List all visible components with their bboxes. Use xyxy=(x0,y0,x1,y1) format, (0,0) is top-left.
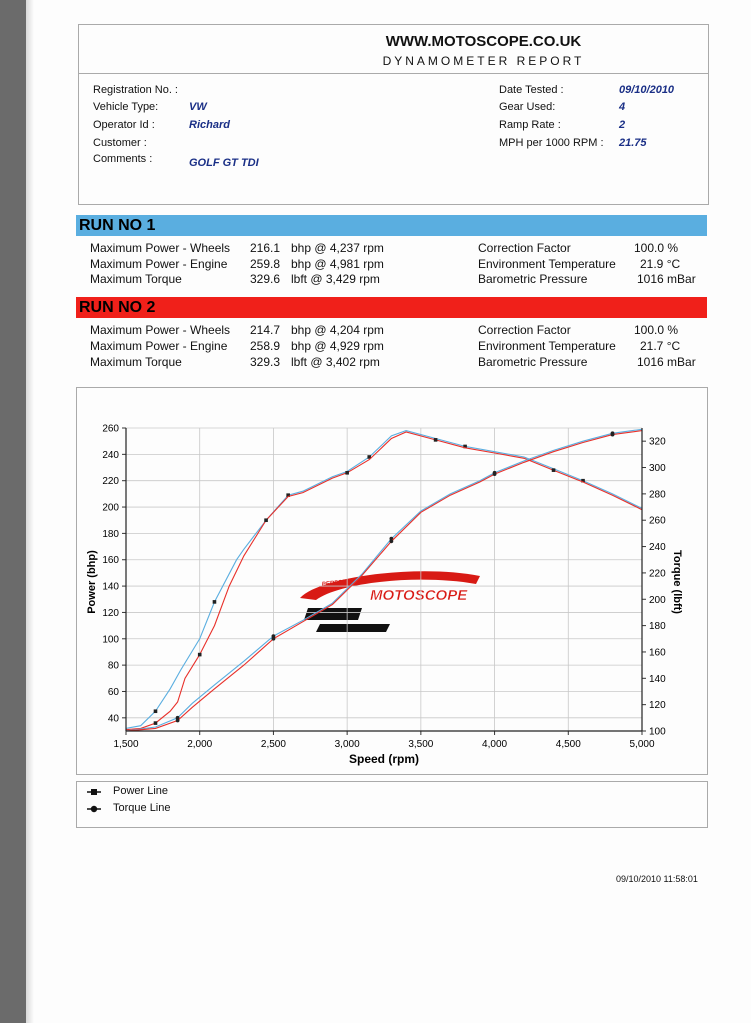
power-marker xyxy=(552,468,556,472)
y-tick-label: 100 xyxy=(102,634,119,646)
run-1-row-3-label: Maximum Torque xyxy=(90,272,182,286)
run-2-row-2-env-label: Environment Temperature xyxy=(478,339,616,353)
x-tick-label: 3,500 xyxy=(408,739,434,750)
run-2-row-3-env-label: Barometric Pressure xyxy=(478,355,588,369)
torque-marker xyxy=(611,433,615,437)
power-marker xyxy=(345,471,349,475)
run-2-row-2-value: 258.9 xyxy=(250,339,281,353)
x-tick-label: 4,000 xyxy=(482,739,508,750)
operator-label: Operator Id : xyxy=(93,119,155,131)
y2-tick-label: 280 xyxy=(649,489,666,501)
comments-label: Comments : xyxy=(93,153,153,165)
y-tick-label: 200 xyxy=(102,502,119,514)
x-tick-label: 2,000 xyxy=(187,739,213,750)
report-title: DYNAMOMETER REPORT xyxy=(382,54,585,68)
run-1-row-1-label: Maximum Power - Wheels xyxy=(90,241,231,255)
power-marker xyxy=(198,653,202,657)
run-2-row-1-label: Maximum Power - Wheels xyxy=(90,323,231,337)
run-2-row-2-env-value: 21.7 °C xyxy=(640,339,681,353)
run-1-row-2-env-label: Environment Temperature xyxy=(478,257,616,271)
run-2-row-1-env-label: Correction Factor xyxy=(478,323,571,337)
x-tick-label: 3,000 xyxy=(334,739,360,750)
y2-tick-label: 120 xyxy=(649,700,666,712)
y2-tick-label: 220 xyxy=(649,568,666,580)
print-timestamp: 09/10/2010 11:58:01 xyxy=(616,874,698,884)
run-1-row-3-unit: lbft @ 3,429 rpm xyxy=(291,272,380,286)
y2-tick-label: 300 xyxy=(649,463,666,475)
power-marker xyxy=(264,518,268,522)
run-1-row-1-env-label: Correction Factor xyxy=(478,241,571,255)
power-marker xyxy=(154,709,158,713)
run-2-row-1-env-value: 100.0 % xyxy=(634,323,679,337)
run-2-row-2-unit: bhp @ 4,929 rpm xyxy=(291,339,384,353)
run-1-row-2-unit: bhp @ 4,981 rpm xyxy=(291,257,384,271)
operator-value: Richard xyxy=(189,119,230,131)
power-marker xyxy=(154,721,158,725)
gear-used-label: Gear Used: xyxy=(499,101,556,113)
mph-per-1000-value: 21.75 xyxy=(619,137,647,149)
power-line-marker xyxy=(87,787,101,797)
y-tick-label: 40 xyxy=(107,713,119,725)
run-1-header: RUN NO 1 xyxy=(76,215,707,236)
y2-tick-label: 320 xyxy=(649,436,666,448)
x-tick-label: 2,500 xyxy=(260,739,286,750)
website-title: WWW.MOTOSCOPE.CO.UK xyxy=(385,33,582,50)
run-2-row-3-env-value: 1016 mBar xyxy=(637,355,696,369)
y-tick-label: 80 xyxy=(107,660,119,672)
torque-marker xyxy=(389,539,393,543)
legend-torque-label: Torque Line xyxy=(113,802,171,814)
run-2-row-3-unit: lbft @ 3,402 rpm xyxy=(291,355,380,369)
y2-tick-label: 140 xyxy=(649,673,666,685)
run-2-row-1-unit: bhp @ 4,204 rpm xyxy=(291,323,384,337)
x-tick-label: 4,500 xyxy=(555,739,581,750)
torque-marker xyxy=(272,637,276,641)
run-1-row-1-env-value: 100.0 % xyxy=(634,241,679,255)
ramp-rate-value: 2 xyxy=(619,119,626,131)
y-axis-label: Power (bhp) xyxy=(86,550,98,614)
torque-marker xyxy=(493,472,497,476)
date-tested-value: 09/10/2010 xyxy=(619,84,675,96)
x-axis-label: Speed (rpm) xyxy=(348,752,420,766)
power-marker xyxy=(213,600,217,604)
vehicle-type-label: Vehicle Type: xyxy=(93,101,159,113)
run-2-row-1-value: 214.7 xyxy=(250,323,281,337)
x-tick-label: 1,500 xyxy=(113,739,139,750)
run-2-header: RUN NO 2 xyxy=(76,297,707,318)
y-tick-label: 60 xyxy=(107,686,119,698)
y2-tick-label: 180 xyxy=(649,621,666,633)
mph-per-1000-label: MPH per 1000 RPM : xyxy=(499,137,604,149)
x-tick-label: 5,000 xyxy=(629,739,655,750)
y2-tick-label: 100 xyxy=(649,726,666,738)
run-1-row-1-value: 216.1 xyxy=(250,241,281,255)
y2-tick-label: 260 xyxy=(649,515,666,527)
y2-axis-label: Torque (lbft) xyxy=(671,550,683,614)
y-tick-label: 240 xyxy=(102,449,119,461)
gear-used-value: 4 xyxy=(619,101,626,113)
run-1-row-1-unit: bhp @ 4,237 rpm xyxy=(291,241,384,255)
chart-logo xyxy=(300,571,480,632)
logo-text: MOTOSCOPE xyxy=(370,587,468,604)
run-2-row-2-label: Maximum Power - Engine xyxy=(90,339,228,353)
run-1-row-2-env-value: 21.9 °C xyxy=(640,257,681,271)
y-tick-label: 160 xyxy=(102,555,119,567)
run-2-row-3-label: Maximum Torque xyxy=(90,355,182,369)
y-tick-label: 260 xyxy=(102,423,119,435)
run-1-row-3-env-label: Barometric Pressure xyxy=(478,272,588,286)
comments-value: GOLF GT TDI xyxy=(189,157,259,169)
torque-marker xyxy=(176,719,180,723)
run-1-row-2-label: Maximum Power - Engine xyxy=(90,257,228,271)
power-marker xyxy=(434,438,438,442)
customer-label: Customer : xyxy=(93,137,147,149)
run-2-row-3-value: 329.3 xyxy=(250,355,281,369)
y-tick-label: 120 xyxy=(102,607,119,619)
torque-line-marker xyxy=(87,804,101,814)
run-1-row-3-value: 329.6 xyxy=(250,272,281,286)
legend-power-label: Power Line xyxy=(113,785,169,797)
y-tick-label: 140 xyxy=(102,581,119,593)
run-1-row-3-env-value: 1016 mBar xyxy=(637,272,696,286)
registration-label: Registration No. : xyxy=(93,84,178,96)
y-tick-label: 180 xyxy=(102,528,119,540)
vehicle-type-value: VW xyxy=(189,101,207,113)
y2-tick-label: 240 xyxy=(649,542,666,554)
legend xyxy=(76,781,708,828)
run-1-row-2-value: 259.8 xyxy=(250,257,281,271)
date-tested-label: Date Tested : xyxy=(499,84,564,96)
y2-tick-label: 200 xyxy=(649,594,666,606)
logo-subtext: PERFORMANCE SPECIALISTS xyxy=(321,572,410,588)
y-tick-label: 220 xyxy=(102,476,119,488)
y2-tick-label: 160 xyxy=(649,647,666,659)
ramp-rate-label: Ramp Rate : xyxy=(499,119,561,131)
